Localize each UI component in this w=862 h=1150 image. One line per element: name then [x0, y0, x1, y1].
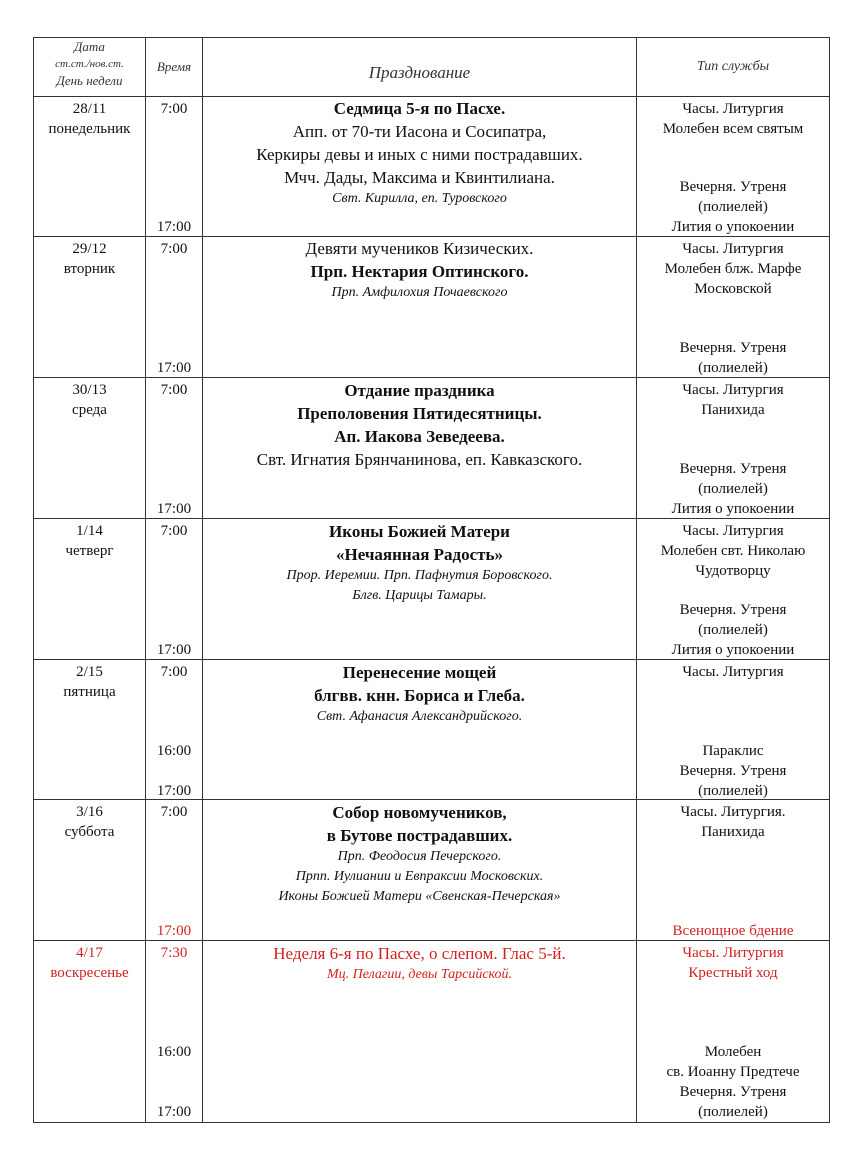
celebration-title: «Нечаянная Радость»	[335, 545, 504, 564]
service-line: Вечерня. Утреня	[679, 461, 787, 477]
weekday-value: понедельник	[48, 121, 131, 137]
date-value: 4/17	[76, 945, 103, 961]
table-row-date	[34, 521, 145, 561]
service-cell	[637, 338, 829, 378]
celebration-title: Собор новомучеников,	[332, 803, 507, 822]
header-date	[34, 38, 145, 96]
service-line: (полиелей)	[698, 622, 768, 638]
service-line: (полиелей)	[698, 783, 768, 799]
celebration-title: Седмица 5-я по Пасхе.	[333, 99, 506, 118]
service-line: Часы. Литургия	[682, 101, 784, 117]
service-cell	[637, 741, 829, 801]
service-line: Лития о упокоении	[671, 219, 795, 235]
service-cell	[637, 459, 829, 519]
table-border-bottom	[33, 1122, 830, 1123]
celebration-note: Иконы Божией Матери «Свенская-Печерская»	[278, 889, 561, 904]
time-value: 7:00	[160, 101, 188, 117]
service-cell	[637, 943, 829, 983]
celebration-title: в Бутове пострадавших.	[326, 826, 513, 845]
table-row-date	[34, 943, 145, 983]
time-value: 17:00	[156, 783, 192, 799]
service-line: Часы. Литургия	[682, 241, 784, 257]
service-line: Вечерня. Утреня	[679, 340, 787, 356]
celebration-cell	[203, 942, 636, 985]
weekday-value: пятница	[63, 684, 116, 700]
weekday-value: среда	[72, 402, 107, 418]
time-value: 17:00	[156, 1104, 192, 1120]
service-line: Московской	[694, 281, 772, 297]
service-line: Часы. Литургия.	[680, 804, 786, 820]
time-value: 7:00	[160, 241, 188, 257]
weekday-value: суббота	[64, 824, 115, 840]
service-line: Часы. Литургия	[682, 523, 784, 539]
service-line: (полиелей)	[698, 360, 768, 376]
celebration-title: Иконы Божией Матери	[329, 522, 510, 541]
service-line: (полиелей)	[698, 1104, 768, 1120]
service-cell	[637, 1042, 829, 1122]
celebration-note: Прпп. Иулиании и Евпраксии Московских.	[295, 869, 544, 884]
service-line: Параклис	[702, 743, 764, 759]
celebration-line: Свт. Игнатия Брянчанинова, еп. Кавказского.	[256, 450, 583, 469]
service-line: Крестный ход	[688, 965, 778, 981]
service-line: Вечерня. Утреня	[679, 602, 787, 618]
service-line: Вечерня. Утреня	[679, 763, 787, 779]
service-line: Молебен	[704, 1044, 762, 1060]
service-line: Молебен всем святым	[662, 121, 804, 137]
service-line: (полиелей)	[698, 199, 768, 215]
celebration-note: Свт. Кирилла, еп. Туровского	[332, 191, 507, 206]
table-row-date	[34, 99, 145, 139]
celebration-cell	[203, 237, 636, 303]
time-value: 16:00	[156, 743, 192, 759]
service-line: Молебен блж. Марфе	[664, 261, 802, 277]
celebration-cell	[203, 661, 636, 727]
service-line: Молебен свт. Николаю	[660, 543, 806, 559]
header-date-format: ст.ст./нов.ст.	[55, 58, 124, 70]
time-value: 17:00	[156, 360, 192, 376]
service-line: Панихида	[701, 402, 765, 418]
service-cell	[637, 177, 829, 237]
celebration-title: Неделя 6-я по Пасхе, о слепом. Глас 5-й.	[273, 944, 566, 963]
time-value: 7:00	[160, 804, 188, 820]
celebration-line: Апп. от 70-ти Иасона и Сосипатра,	[292, 122, 547, 141]
celebration-note: Блгв. Царицы Тамары.	[352, 588, 487, 603]
celebration-note: Прп. Амфилохия Почаевского	[331, 285, 508, 300]
time-value: 17:00	[156, 501, 192, 517]
celebration-note: Свт. Афанасия Александрийского.	[316, 709, 523, 724]
date-value: 3/16	[76, 804, 103, 820]
service-line: Панихида	[701, 824, 765, 840]
celebration-title: Ап. Иакова Зеведеева.	[334, 427, 505, 446]
celebration-title: Отдание праздника	[344, 381, 495, 400]
celebration-note: Прп. Феодосия Печерского.	[337, 849, 502, 864]
celebration-line: Девяти мучеников Кизических.	[305, 239, 534, 258]
date-value: 2/15	[76, 664, 103, 680]
weekday-value: воскресенье	[50, 965, 129, 981]
service-line: Часы. Литургия	[682, 664, 784, 680]
header-time: Время	[156, 59, 192, 74]
date-value: 30/13	[72, 382, 107, 398]
header-celebration: Празднование	[368, 63, 471, 82]
celebration-note: Прор. Иеремии. Прп. Пафнутия Боровского.	[286, 568, 553, 583]
time-value: 7:00	[160, 664, 188, 680]
schedule-table	[33, 37, 830, 1123]
service-cell	[637, 521, 829, 581]
time-value: 17:00	[156, 219, 192, 235]
service-cell	[637, 239, 829, 299]
date-value: 29/12	[72, 241, 107, 257]
table-row-date	[34, 662, 145, 702]
service-line: Часы. Литургия	[682, 382, 784, 398]
celebration-title: Перенесение мощей	[342, 663, 497, 682]
table-row-date	[34, 380, 145, 420]
time-value: 17:00	[156, 642, 192, 658]
celebration-cell	[203, 801, 636, 907]
header-date-label: Дата	[74, 39, 105, 54]
celebration-title: Прп. Нектария Оптинского.	[310, 262, 529, 281]
header-weekday-label: День недели	[56, 73, 123, 88]
service-cell	[637, 99, 829, 139]
service-line: (полиелей)	[698, 481, 768, 497]
service-line: Вечерня. Утреня	[679, 1084, 787, 1100]
weekday-value: вторник	[63, 261, 116, 277]
time-value: 7:00	[160, 523, 188, 539]
weekday-value: четверг	[65, 543, 114, 559]
date-value: 1/14	[76, 523, 103, 539]
service-line: Чудотворцу	[695, 563, 771, 579]
celebration-line: Керкиры девы и иных с ними пострадавших.	[256, 145, 583, 164]
service-line: Лития о упокоении	[671, 501, 795, 517]
service-line: Вечерня. Утреня	[679, 179, 787, 195]
time-value: 7:00	[160, 382, 188, 398]
celebration-title: Преполовения Пятидесятницы.	[297, 404, 542, 423]
table-border-right	[829, 37, 830, 1123]
time-value: 16:00	[156, 1044, 192, 1060]
date-value: 28/11	[72, 101, 107, 117]
celebration-cell	[203, 520, 636, 606]
table-row-date	[34, 802, 145, 842]
time-value: 17:00	[156, 923, 192, 939]
service-cell	[637, 802, 829, 842]
celebration-title: блгвв. кнн. Бориса и Глеба.	[314, 686, 525, 705]
celebration-note: Мц. Пелагии, девы Тарсийской.	[326, 967, 513, 982]
header-service-type: Тип службы	[696, 59, 770, 74]
celebration-cell	[203, 97, 636, 209]
time-value: 7:30	[160, 945, 188, 961]
celebration-line: Мчч. Дады, Максима и Квинтилиана.	[284, 168, 555, 187]
service-line: Часы. Литургия	[682, 945, 784, 961]
service-cell	[637, 600, 829, 660]
table-row-date	[34, 239, 145, 279]
service-line: Лития о упокоении	[671, 642, 795, 658]
service-line: св. Иоанну Предтече	[666, 1064, 800, 1080]
table-border-top	[33, 37, 830, 38]
celebration-cell	[203, 379, 636, 471]
service-line: Всенощное бдение	[672, 923, 794, 939]
service-cell	[637, 380, 829, 420]
